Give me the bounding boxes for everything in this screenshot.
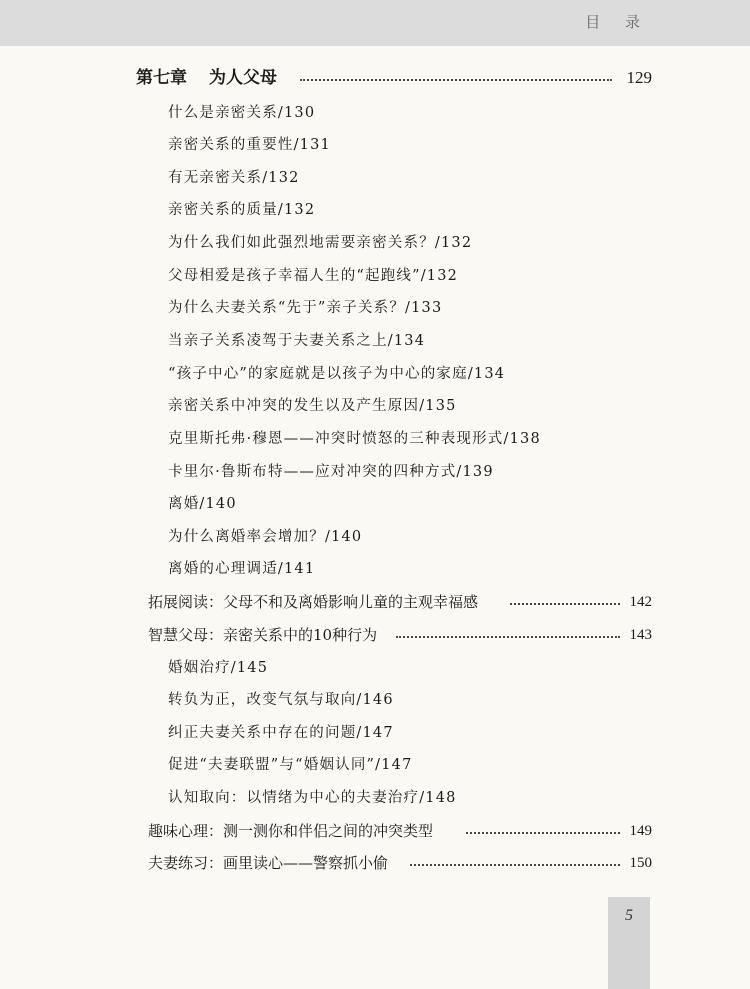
toc-subsection[interactable]: 克里斯托弗·穆恩——冲突时愤怒的三种表现形式/138 (168, 431, 541, 447)
toc-subsection[interactable]: 为什么离婚率会增加？/140 (168, 529, 363, 545)
toc-subsection[interactable]: 婚姻治疗/145 (168, 660, 269, 676)
toc-subsection[interactable]: 为什么我们如此强烈地需要亲密关系？/132 (168, 235, 473, 251)
toc-subsection[interactable]: “孩子中心”的家庭就是以孩子为中心的家庭/134 (168, 366, 506, 382)
toc-subsection[interactable]: 有无亲密关系/132 (168, 170, 300, 186)
toc-subsection[interactable]: 父母相爱是孩子幸福人生的“起跑线”/132 (168, 268, 459, 284)
chapter-title: 第七章 为人父母 (136, 68, 277, 88)
toc-subsection[interactable]: 离婚/140 (168, 496, 237, 512)
toc-subsection[interactable]: 认知取向：以情绪为中心的夫妻治疗/148 (168, 790, 457, 806)
toc-subsection[interactable]: 亲密关系中冲突的发生以及产生原因/135 (168, 398, 457, 414)
dot-leader (410, 864, 620, 866)
toc-subsection[interactable]: 转负为正，改变气氛与取向/146 (168, 692, 394, 708)
toc-subsection[interactable]: 为什么夫妻关系“先于”亲子关系？/133 (168, 300, 443, 316)
toc-subsection[interactable]: 什么是亲密关系/130 (168, 105, 316, 121)
header-label: 目 录 (585, 13, 650, 31)
toc-chapter[interactable] (0, 66, 750, 90)
page-number: 5 (625, 907, 633, 924)
toc-subsection[interactable]: 亲密关系的重要性/131 (168, 137, 331, 153)
toc-subsection[interactable]: 亲密关系的质量/132 (168, 202, 316, 218)
toc-subsection[interactable]: 离婚的心理调适/141 (168, 561, 316, 577)
toc-section-reading[interactable]: 拓展阅读：父母不和及离婚影响儿童的主观幸福感 142 (148, 593, 652, 611)
toc-subsection[interactable]: 纠正夫妻关系中存在的问题/147 (168, 725, 394, 741)
toc-subsection[interactable]: 当亲子关系凌驾于夫妻关系之上/134 (168, 333, 426, 349)
page-number-tab (608, 897, 650, 989)
toc-subsection[interactable]: 卡里尔·鲁斯布特——应对冲突的四种方式/139 (168, 464, 494, 480)
toc-section-fun[interactable]: 趣味心理：测一测你和伴侣之间的冲突类型 149 (148, 822, 652, 840)
chapter-page: 129 (626, 68, 652, 87)
dot-leader (396, 636, 620, 638)
toc-section-wisdom[interactable]: 智慧父母：亲密关系中的10种行为 143 (148, 626, 652, 644)
dot-leader (300, 79, 612, 81)
header-band (0, 0, 750, 46)
dot-leader (510, 603, 620, 605)
toc-subsection[interactable]: 促进“夫妻联盟”与“婚姻认同”/147 (168, 757, 413, 773)
toc-section-practice[interactable]: 夫妻练习：画里读心——警察抓小偷 150 (148, 854, 652, 872)
dot-leader (466, 832, 620, 834)
